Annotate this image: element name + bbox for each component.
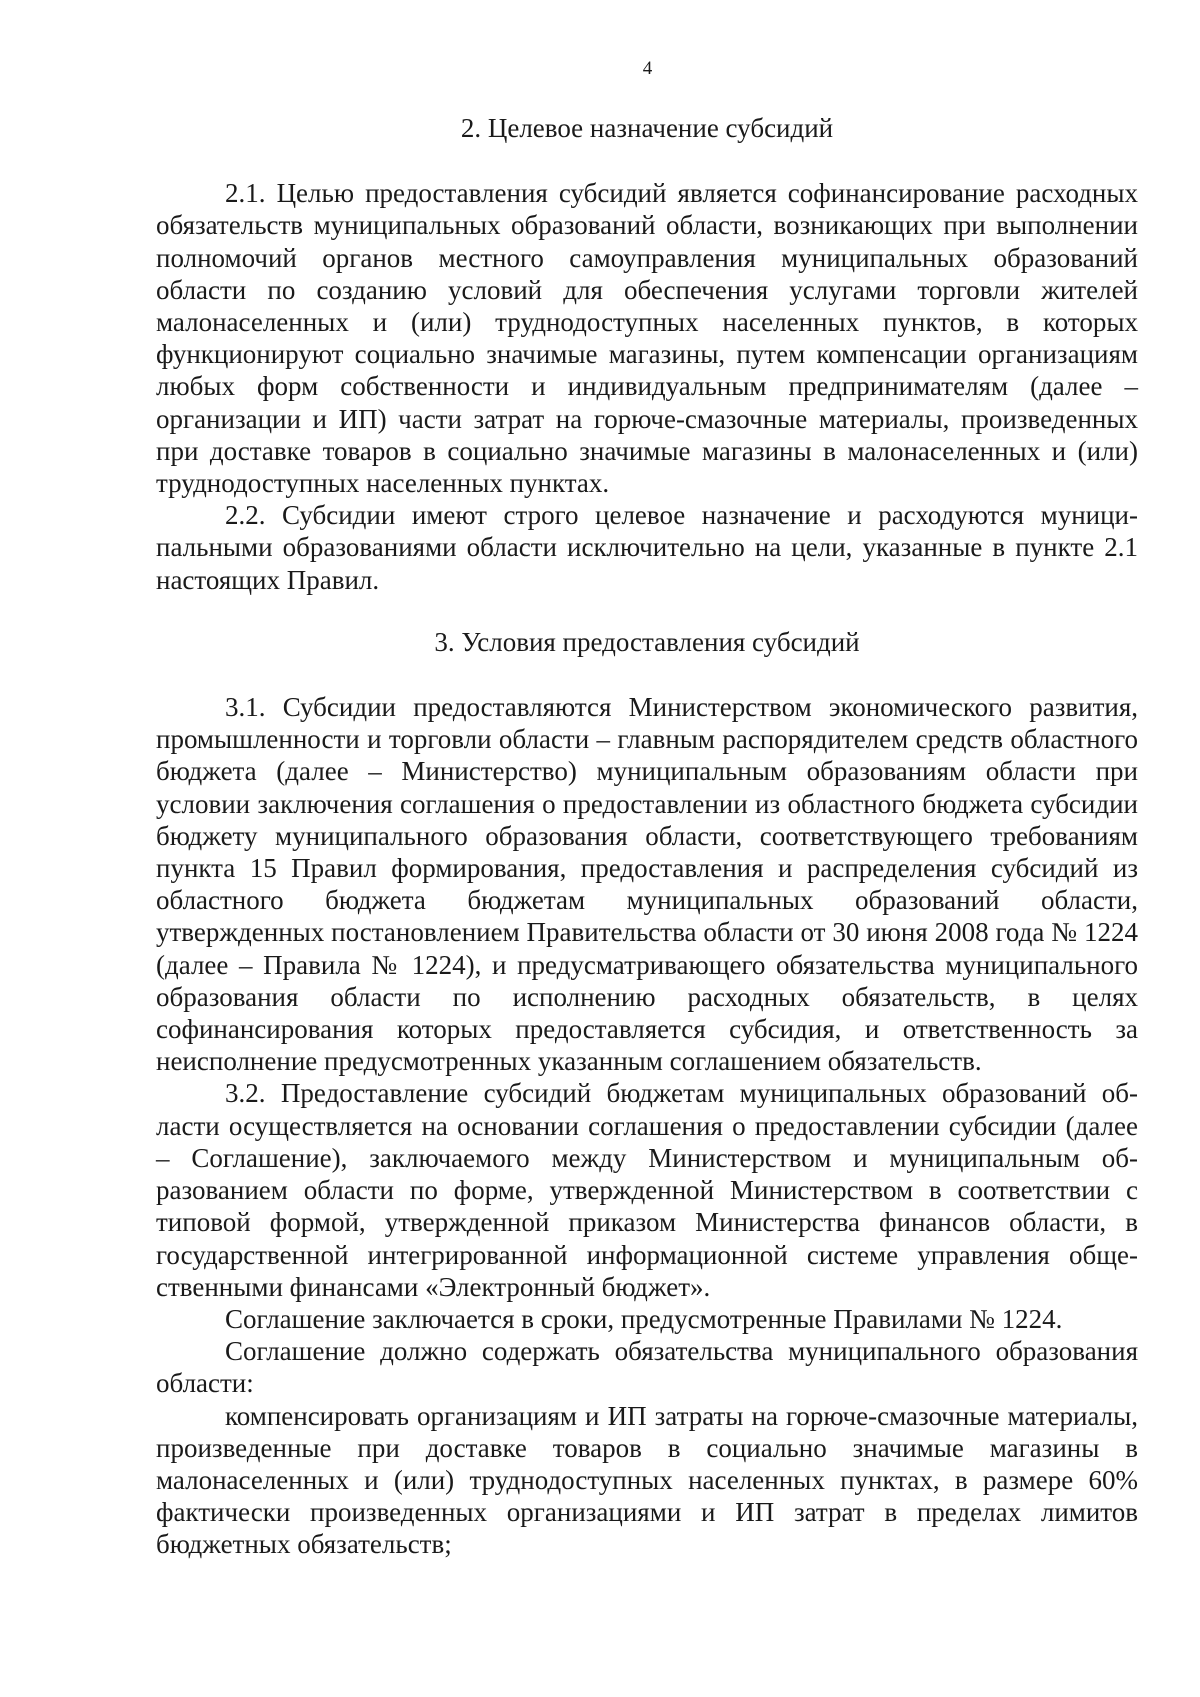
paragraph-agreement-obligations: Соглашение должно содержать обязательства муниципального образования области: (156, 1336, 1138, 1399)
section-3-heading: 3. Условия предоставления субсидий (434, 626, 860, 657)
paragraph-2-1: 2.1. Целью предоставления субсидий является софинансирование расходных обязательств муниципальных образований области, возникающих при выполнении полномочий органов местного самоуправления муниципальных образований области по созданию условий для обеспечения услугами торговли жителей малонаселенных и (или) труднодоступных населенных пунктов, в которых функционируют социально значимые магазины, путем компенсации организациям любых форм собственности и индивидуальным предпринимателям (далее – организации и ИП) части затрат на горюче-смазочные материалы, произведенных при доставке товаров в социально значимые магазины в малонаселенных и (или) труднодоступных населенных пунктах. (156, 178, 1138, 499)
page-number: 4 (642, 58, 653, 79)
document-body (156, 112, 1138, 1561)
paragraph-3-2: 3.2. Предоставление субсидий бюджетам муниципальных образований области осуществляется на основании соглашения о предоставлении субсидии (далее – Соглашение), заключаемого между Министерством и муниципальным образованием области по форме, утвержденной Министерством в соответствии с типовой формой, утвержденной приказом Министерства финансов области, в государственной интегрированной информационной системе управления общественными финансами «Электронный бюджет». (156, 1078, 1138, 1302)
section-2-heading: 2. Целевое назначение субсидий (460, 113, 834, 143)
paragraph-compensation: компенсировать организациям и ИП затраты на горюче-смазочные материалы, произведенные при доставке товаров в социально значимые магазины в малонаселенных и (или) труднодоступных населенных пунктах, в размере 60% фактически произведенных организациями и ИП затрат в пределах лимитов бюджетных обязательств; (156, 1400, 1138, 1560)
paragraph-2-2: 2.2. Субсидии имеют строго целевое назначение и расходуются муниципальными образованиями области исключительно на цели, указанные в пункте 2.1 настоящих Правил. (156, 500, 1138, 595)
paragraph-agreement-terms: Соглашение заключается в сроки, предусмотренные Правилами № 1224. (225, 1303, 1063, 1334)
paragraph-3-1: 3.1. Субсидии предоставляются Министерством экономического развития, промышленности и торговли области – главным распорядителем средств областного бюджета (далее – Министерство) муниципальным образованиям области при условии заключения соглашения о предоставлении из областного бюджета субсидии бюджету муниципального образования области, соответствующего требованиям пункта 15 Правил формирования, предоставления и распределения субсидий из областного бюджета бюджетам муниципальных образований области, утвержденных постановлением Правительства области от 30 июня 2008 года № 1224 (далее – Правила № 1224), и предусматривающего обязательства муниципального образования области по исполнению расходных обязательств, в целях софинансирования которых предоставляется субсидия, и ответственность за неисполнение предусмотренных указанным соглашением обязательств. (156, 692, 1138, 1077)
